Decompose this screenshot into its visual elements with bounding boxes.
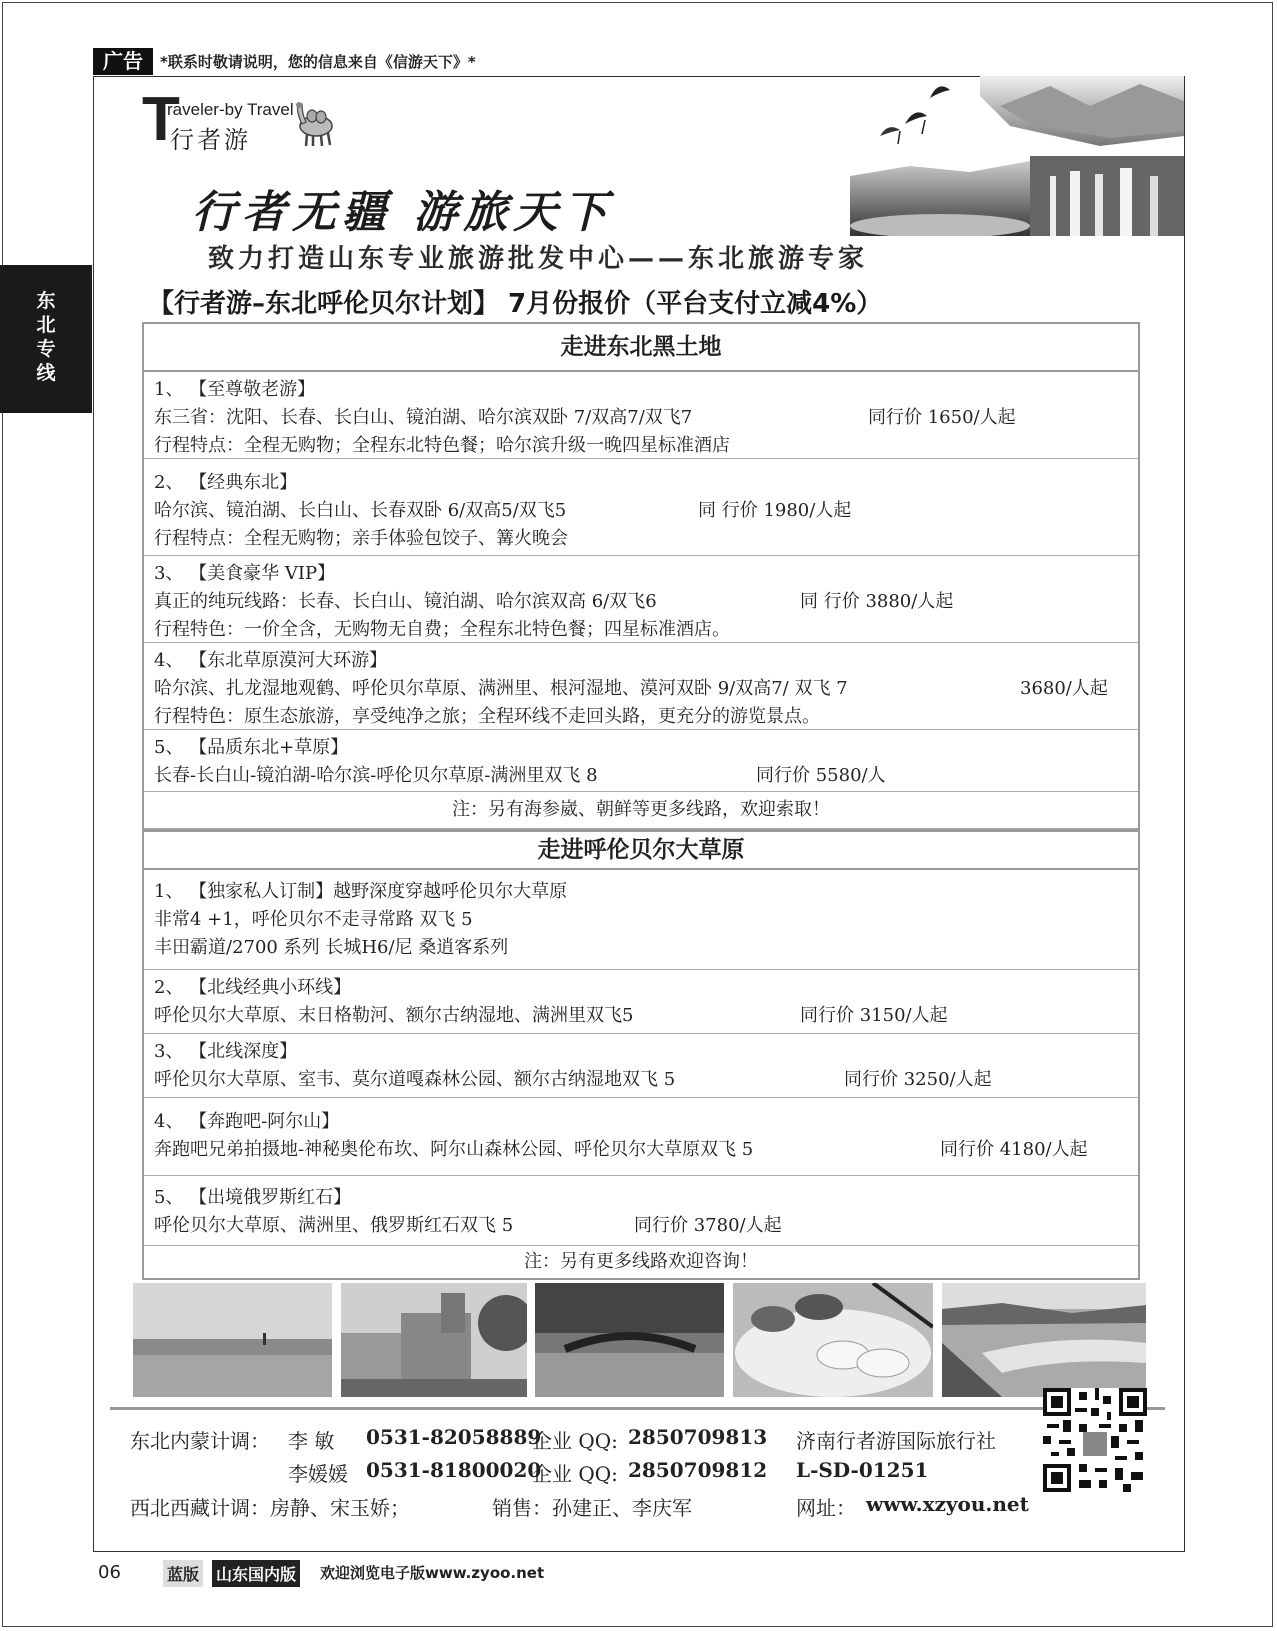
route-row <box>144 970 1138 1034</box>
route-title: 5、 【出境俄罗斯红石】 <box>154 1187 352 1208</box>
route-title: 4、 【东北草原漠河大环游】 <box>154 650 388 671</box>
dumplings-photo <box>733 1283 933 1397</box>
route-line: 非常4 +1，呼伦贝尔不走寻常路 双飞 5 <box>154 909 473 930</box>
contact-label: 西北西藏计调：房静、宋玉娇； <box>130 1496 410 1520</box>
contact-name: 李媛媛 <box>288 1462 348 1486</box>
website-label: 网址： <box>796 1496 856 1520</box>
route-title: 2、 【经典东北】 <box>154 472 298 493</box>
route-line: 丰田霸道/2700 系列 长城H6/尼 桑逍客系列 <box>154 937 509 958</box>
route-title: 4、 【奔跑吧-阿尔山】 <box>154 1111 340 1132</box>
route-row <box>144 372 1138 459</box>
contact-qq: 2850709812 <box>628 1458 768 1482</box>
route-line: 奔跑吧兄弟拍摄地-神秘奥伦布坎、阿尔山森林公园、呼伦贝尔大草原双飞 5 <box>154 1139 754 1160</box>
page-number: 06 <box>98 1562 121 1583</box>
route-price: 同行价 1650/人起 <box>868 407 1016 428</box>
route-price: 同 行价 3880/人起 <box>800 591 954 612</box>
slogan: 行者无疆 游旅天下 <box>192 187 614 238</box>
section-title: 走进呼伦贝尔大草原 <box>144 829 1138 870</box>
edition-badge: 蓝版 <box>163 1560 203 1587</box>
route-row <box>144 730 1138 792</box>
license-number: L-SD-01251 <box>796 1458 929 1482</box>
contact-label: 东北内蒙计调： <box>130 1429 270 1453</box>
contact-phone: 0531-81800020 <box>366 1458 542 1482</box>
route-price: 同行价 3150/人起 <box>800 1005 948 1026</box>
route-title: 3、 【北线深度】 <box>154 1041 298 1062</box>
ad-note: *联系时敬请说明，您的信息来自《信游天下》* <box>160 53 476 71</box>
route-title: 3、 【美食豪华 VIP】 <box>154 563 336 584</box>
contact-phone: 0531-82058889 <box>366 1425 542 1449</box>
divider <box>110 1407 1165 1410</box>
website-link[interactable]: www.xzyou.net <box>866 1492 1029 1516</box>
route-line: 呼伦贝尔大草原、末日格勒河、额尔古纳湿地、满洲里双飞5 <box>154 1005 634 1026</box>
route-line: 长春-长白山-镜泊湖-哈尔滨-呼伦贝尔草原-满洲里双飞 8 <box>154 765 598 786</box>
contact-name: 李 敏 <box>288 1429 335 1453</box>
route-price: 同行价 5580/人 <box>756 765 886 786</box>
route-row <box>144 643 1138 730</box>
route-price: 同行价 4180/人起 <box>940 1139 1088 1160</box>
route-line: 行程特点：全程无购物；亲手体验包饺子、篝火晚会 <box>154 528 568 549</box>
camel-icon <box>288 98 340 148</box>
section-note: 注：另有更多线路欢迎咨询！ <box>524 1251 758 1272</box>
contact-qq-label: 企业 QQ: <box>532 1429 618 1453</box>
route-line: 哈尔滨、扎龙湿地观鹤、呼伦贝尔草原、满洲里、根河湿地、漠河双卧 9/双高7/ 双飞 7 <box>154 678 848 699</box>
side-tab-char: 线 <box>36 362 56 384</box>
route-row <box>144 870 1138 970</box>
route-line: 东三省：沈阳、长春、长白山、镜泊湖、哈尔滨双卧 7/双高7/双飞7 <box>154 407 693 428</box>
route-line: 哈尔滨、镜泊湖、长白山、长春双卧 6/双高5/双飞5 <box>154 500 567 521</box>
side-tab <box>0 265 92 413</box>
route-line: 呼伦贝尔大草原、满洲里、俄罗斯红石双飞 5 <box>154 1215 514 1236</box>
route-title: 2、 【北线经典小环线】 <box>154 977 352 998</box>
route-row <box>144 459 1138 556</box>
sales-contacts: 销售：孙建正、李庆军 <box>492 1496 692 1520</box>
route-price: 3680/人起 <box>1020 678 1108 699</box>
route-line: 行程特点：全程无购物；全程东北特色餐；哈尔滨升级一晚四星标准酒店 <box>154 435 730 456</box>
logo-chinese: 行者游 <box>170 126 251 154</box>
route-row <box>144 1176 1138 1246</box>
plan-title: 【行者游–东北呼伦贝尔计划】 7月份报价（平台支付立减4%） <box>148 289 883 319</box>
river-valley-photo <box>942 1283 1146 1397</box>
grassland-photo <box>133 1283 332 1397</box>
agency-name: 济南行者游国际旅行社 <box>796 1429 996 1453</box>
street-photo <box>341 1283 527 1397</box>
edition-region: 山东国内版 <box>212 1560 300 1587</box>
route-line: 呼伦贝尔大草原、室韦、莫尔道嘎森林公园、额尔古纳湿地双飞 5 <box>154 1069 676 1090</box>
route-title: 1、 【独家私人订制】越野深度穿越呼伦贝尔大草原 <box>154 881 568 902</box>
route-line: 行程特色：一价全含，无购物无自费；全程东北特色餐；四星标准酒店。 <box>154 619 730 640</box>
section-title: 走进东北黑土地 <box>144 324 1138 372</box>
side-tab-char: 专 <box>36 338 56 360</box>
route-line: 行程特色：原生态旅游，享受纯净之旅；全程环线不走回头路，更充分的游览景点。 <box>154 706 820 727</box>
route-price: 同 行价 1980/人起 <box>698 500 852 521</box>
qr-code-icon <box>1043 1388 1147 1492</box>
route-price: 同行价 3780/人起 <box>634 1215 782 1236</box>
route-row <box>144 556 1138 643</box>
footer-website: 欢迎浏览电子版www.zyoo.net <box>320 1564 545 1582</box>
header-landscape-photo <box>850 76 1184 236</box>
route-row <box>144 1098 1138 1176</box>
subslogan: 致力打造山东专业旅游批发中心——东北旅游专家 <box>208 244 869 274</box>
logo-english: raveler-by Travel <box>167 100 294 119</box>
bridge-photo <box>535 1283 724 1397</box>
side-tab-char: 东 <box>36 290 56 312</box>
section-note: 注：另有海参崴、朝鲜等更多线路，欢迎索取！ <box>144 792 1138 829</box>
contact-qq-label: 企业 QQ: <box>532 1462 618 1486</box>
route-price: 同行价 3250/人起 <box>844 1069 992 1090</box>
route-table <box>142 322 1140 1280</box>
route-title: 1、 【至尊敬老游】 <box>154 379 316 400</box>
route-line: 真正的纯玩线路：长春、长白山、镜泊湖、哈尔滨双高 6/双飞6 <box>154 591 657 612</box>
contact-qq: 2850709813 <box>628 1425 768 1449</box>
route-row <box>144 1034 1138 1098</box>
side-tab-char: 北 <box>36 314 56 336</box>
route-title: 5、 【品质东北+草原】 <box>154 737 349 758</box>
logo-letter: T <box>142 85 180 154</box>
ad-tag: 广告 <box>93 48 153 75</box>
